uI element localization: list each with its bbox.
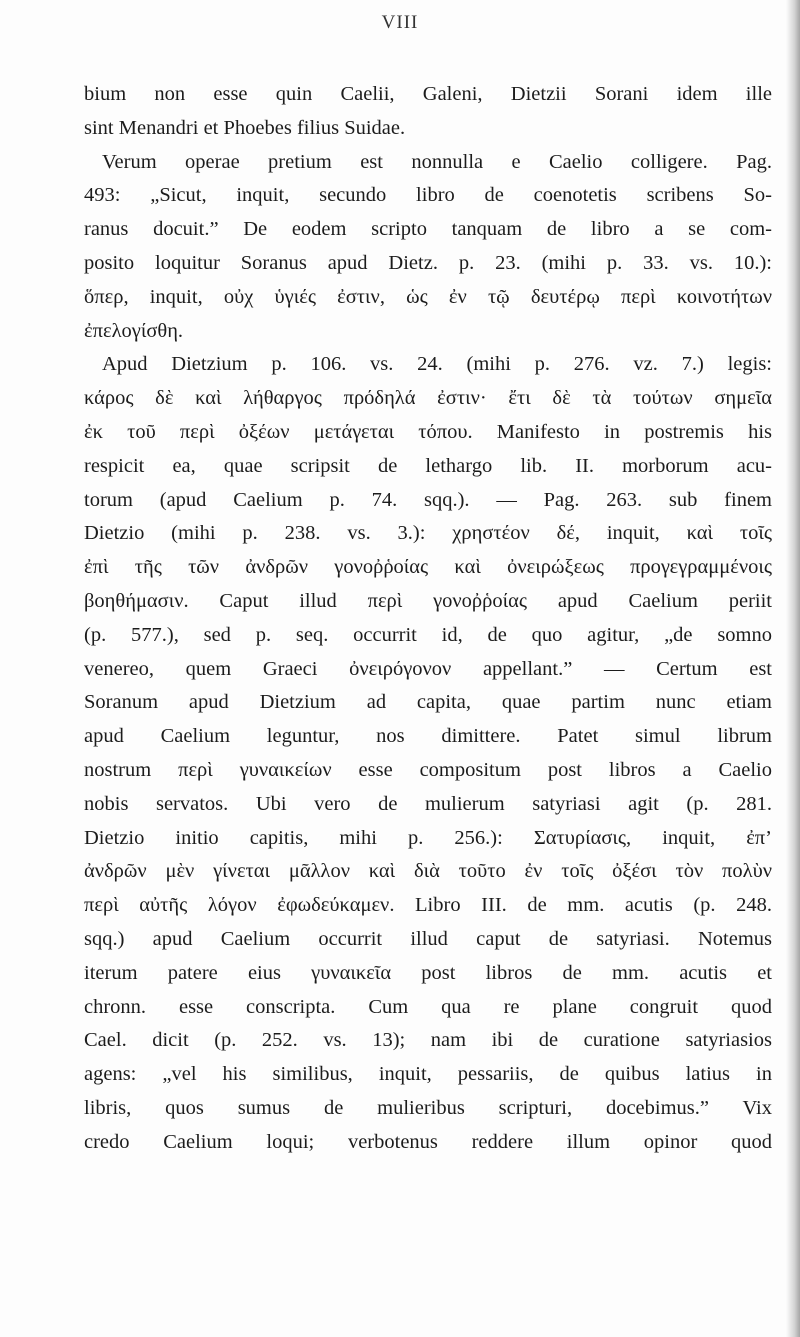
text-line: nostrum περὶ γυναικείων esse compositum post libros a Caelio	[84, 758, 772, 781]
text-line: libris, quos sumus de mulieribus scripturi, docebimus.” Vix	[84, 1096, 772, 1119]
text-line: ἐπελογίσθη.	[84, 319, 184, 342]
text-line: περὶ αὐτῆς λόγον ἐφωδεύκαμεν. Libro III. de mm. acutis (p. 248.	[84, 894, 772, 917]
page-edge-shadow	[786, 0, 800, 1337]
text-line: sqq.) apud Caelium occurrit illud caput de satyriasi. Notemus	[84, 927, 772, 950]
text-line: ἐκ τοῦ περὶ ὀξέων μετάγεται τόπου. Manifesto in postremis his	[84, 420, 772, 443]
page-number: VIII	[381, 12, 419, 33]
text-line: nobis servatos. Ubi vero de mulierum satyriasi agit (p. 281.	[84, 792, 772, 815]
text-line: Verum operae pretium est nonnulla e Caelio colligere. Pag.	[102, 150, 772, 173]
body-text	[84, 78, 772, 1160]
text-line: (p. 577.), sed p. seq. occurrit id, de quo agitur, „de somno	[84, 623, 772, 646]
text-line: credo Caelium loqui; verbotenus reddere illum opinor quod	[84, 1130, 772, 1153]
text-line: iterum patere eius γυναικεῖα post libros de mm. acutis et	[84, 961, 772, 984]
text-line: torum (apud Caelium p. 74. sqq.). — Pag. 263. sub finem	[84, 488, 772, 511]
text-line: ἀνδρῶν μὲν γίνεται μᾶλλον καὶ διὰ τοῦτο ἐν τοῖς ὀξέσι τὸν πολὺν	[84, 860, 772, 883]
text-line: posito loquitur Soranus apud Dietz. p. 23. (mihi p. 33. vs. 10.):	[84, 251, 772, 274]
text-line: sint Menandri et Phoebes filius Suidae.	[84, 116, 406, 139]
text-line: 493: „Sicut, inquit, secundo libro de coenotetis scribens So-	[84, 184, 772, 207]
text-line: Soranum apud Dietzium ad capita, quae partim nunc etiam	[84, 691, 772, 714]
text-line: agens: „vel his similibus, inquit, pessariis, de quibus latius in	[84, 1063, 772, 1086]
text-line: ἐπὶ τῆς τῶν ἀνδρῶν γονοῤῥοίας καὶ ὀνειρώξεως προγεγραμμένοις	[84, 556, 772, 579]
text-line: κάρος δὲ καὶ λήθαργος πρόδηλά ἐστιν· ἔτι δὲ τὰ τούτων σημεῖα	[84, 387, 772, 410]
text-line: Apud Dietzium p. 106. vs. 24. (mihi p. 276. vz. 7.) legis:	[102, 353, 772, 376]
text-line: Dietzio initio capitis, mihi p. 256.): Σατυρίασις, inquit, ἐπ’	[84, 826, 772, 849]
text-line: ranus docuit.” De eodem scripto tanquam de libro a se com-	[84, 218, 772, 241]
text-line: venereo, quem Graeci ὀνειρόγονον appellant.” — Certum est	[84, 657, 772, 680]
text-line: Cael. dicit (p. 252. vs. 13); nam ibi de curatione satyriasios	[84, 1029, 772, 1052]
text-line: apud Caelium leguntur, nos dimittere. Patet simul librum	[84, 725, 772, 748]
text-line: βοηθήμασιν. Caput illud περὶ γονοῤῥοίας apud Caelium periit	[84, 589, 772, 612]
text-line: respicit ea, quae scripsit de lethargo lib. II. morborum acu-	[84, 454, 772, 477]
text-line: Dietzio (mihi p. 238. vs. 3.): χρηστέον δέ, inquit, καὶ τοῖς	[84, 522, 772, 545]
text-line: chronn. esse conscripta. Cum qua re plane congruit quod	[84, 995, 772, 1018]
text-line: bium non esse quin Caelii, Galeni, Dietzii Sorani idem ille	[84, 83, 772, 105]
text-line: ὅπερ, inquit, οὐχ ὑγιές ἐστιν, ὡς ἐν τῷ δευτέρῳ περὶ κοινοτήτων	[84, 285, 772, 308]
